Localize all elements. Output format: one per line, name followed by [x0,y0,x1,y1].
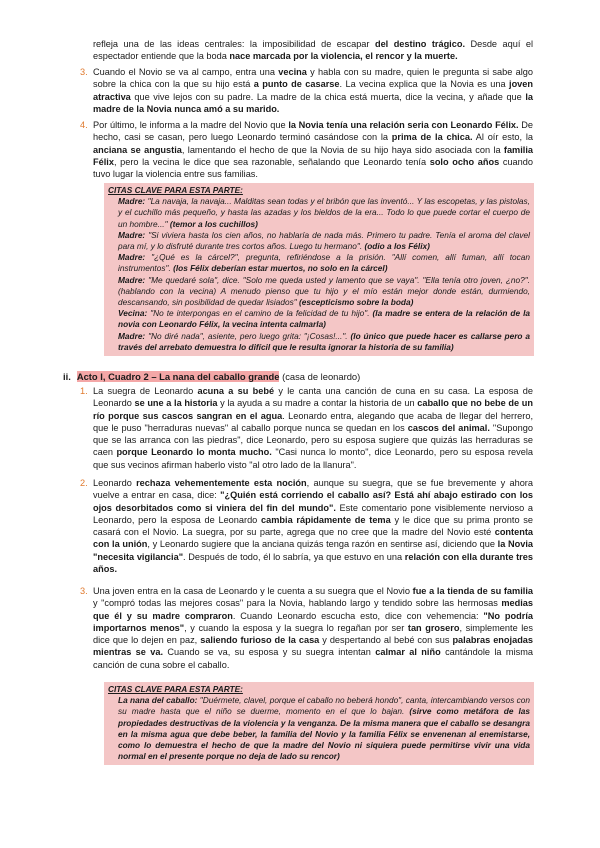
quote-item [108,230,530,252]
body-text: "¿Qué es la cárcel?", pregunta, refiriéndose a la prisión. "Allí comen, allí fuman, allí tocan instrumentos". [118,252,530,274]
emphasis-text: medias que él y su madre compraron [93,598,533,621]
emphasis-text: (odio a los Félix) [364,241,430,252]
body-text: . La vecina explica que la Novia es una [339,79,510,90]
emphasis-text: Madre: [118,196,146,207]
body-text: "Si viviera hasta los cien años, no hablaría de nada más. Primero tu padre. Tenía el aroma del clavel para mí, y lo disfruté durante tres cortos años. Luego tu hermano". [118,229,530,252]
quotes-heading: CITAS CLAVE PARA ESTA PARTE: [108,185,243,195]
body-text: Cuando el Novio se va al campo, entra una [93,67,279,77]
intro-text: refleja una de las ideas centrales: la imposibilidad de escapar [93,39,375,49]
emphasis-text: saliendo furioso de la casa [200,635,320,646]
list-number: 4. [80,120,88,130]
emphasis-text: (la madre se entera de la relación de la novia con Leonardo Félix, la vecina intenta calmarla) [118,308,530,330]
emphasis-text: rechaza vehementemente esta noción [136,478,307,488]
body-text: De hecho, casi se casan, pero luego Leonardo terminó casándose con la [93,120,533,143]
body-text: La suegra de Leonardo [93,386,198,396]
quote-item [108,196,530,230]
body-text: , y cuando la esposa y la suegra lo regañan por ser [184,622,408,633]
list-number: 2. [80,478,88,488]
emphasis-text: la Novia "necesita vigilancia" [93,539,534,562]
emphasis-text: fue a la tienda de su familia [412,586,533,596]
quote-item [108,695,530,762]
emphasis-text: (lo único que puede hacer es callarse pero a través del arrebato demuestra lo difícil que le resulta ignorar la historia de su familia) [118,330,531,352]
emphasis-text: acuna a su bebé [197,386,275,396]
list-number: 1. [80,386,88,396]
emphasis-text: tan grosero [407,622,460,633]
body-text: Al oír esto, la [472,132,534,143]
body-text: y la ayuda a su madre a contar la historia de un [217,398,418,409]
body-text: cantándole la misma canción de cuna sobre el caballo. [93,647,533,670]
list-item [80,385,533,471]
body-text: "Duérmete, clavel, porque el caballo no beberá hondo", canta, intercambiando versos con su madre hasta que el niño se duerme, momento en el que lo bajan. [118,695,530,717]
body-text: "Casi nunca lo monto", dice Leonardo, pero su esposa revela que sus vecinos afirman haberlo visto "al otro lado de la llanura". [93,447,533,470]
emphasis-text: (escepticismo sobre la boda) [299,297,414,308]
emphasis-text: La nana del caballo: [118,695,198,706]
emphasis-text: Madre: [118,274,146,285]
body-text: y despertando al bebé con sus [319,635,453,646]
key-quotes-box [104,183,534,356]
body-text: "No diré nada", asiente, pero luego grita: "¡Cosas!...". [145,330,351,341]
body-text: que vive lejos con su padre. La madre de la chica está muerta, dice la vecina, y añade que [130,91,526,102]
emphasis-text: anciana se angustia [93,144,182,155]
emphasis-text: la Novia tenía una relación seria con Leonardo Félix. [288,120,519,130]
quote-item [108,331,530,353]
body-text: Leonardo [93,478,137,488]
section-subtitle: (casa de leonardo) [279,371,361,382]
section-number: ii. [63,371,71,382]
body-text: , aunque su suegra, que se fue brevemente y ahora vuelve a entrar en casa, dice: [93,478,533,501]
quote-item [108,252,530,274]
emphasis-text: "No podría importarnos menos" [93,610,533,633]
body-text: , lamentando el hecho de que la Novia de su hijo haya sido asociada con la [181,144,504,155]
emphasis-text: cascos del animal. [407,422,490,433]
emphasis-text: a punto de casarse [253,79,340,90]
body-text: , simplemente les dice que lo dejen en paz, [93,622,534,646]
body-text: "Me quedaré sola", dice. "Solo me queda usted y lamento que se vaya". "Ella tenía otro joven, ¿no?". (hablando con la vecina) A menudo pienso que tu hijo y el mío están mejor donde están, durmiendo, descansando, sin posibilidad de quedar lisiados" [118,274,530,308]
section-title: Acto I, Cuadro 2 – La nana del caballo grande [76,371,280,382]
body-text: y habla con su madre, quien le pregunta si sabe algo sobre la chica con la que su hijo está [93,67,533,90]
quotes-heading: CITAS CLAVE PARA ESTA PARTE: [108,684,243,694]
emphasis-text: Vecina: [118,308,148,319]
body-text: . Cuando Leonardo escucha esto, dice con vehemencia: [232,610,484,621]
emphasis-text: familia Félix [93,144,533,167]
list-number: 3. [80,586,88,596]
emphasis-text: cambia rápidamente de tema [261,514,391,525]
body-text: Por último, le informa a la madre del Novio que [93,120,289,130]
list-item [80,477,534,575]
intro-emphasis: nace marcada por la violencia, el rencor y la muerte. [229,51,458,62]
body-text: cuando tuvo lugar la violencia entre sus familias. [93,156,533,180]
body-text: y "compró todas las mejores cosas" para la Novia, hablando largo y tendido sobre las hermosas [93,598,502,609]
emphasis-text: (sirve como metáfora de las propiedades destructivas de la violencia y la venganza. De la misma manera que el caballo se desangra en la misma agua que debe beber, la familia del Novio y la familia Félix se envenenan al enemistarse, como lo demuestra el hecho de que la madre del Novio ni siquiera puede permitirse vivir una vida normal en el presente porque no deja de lado su rencor) [118,706,531,762]
quote-item [108,308,530,330]
body-text: "Supongo que se las arranca con las piedras", dice Leonardo, pero su esposa sugiere que quizás las herraduras se caen [93,422,533,458]
body-text: y le dice que su prima pronto se casará con el Novio. La suegra, por su parte, agrega que no cree que la madre del Novio esté [93,514,533,538]
intro-emphasis: del destino trágico. [374,39,466,49]
emphasis-text: se une a la historia [134,398,218,409]
body-text: , y Leonardo sugiere que la anciana quizás tenga razón en sentirse así, diciendo que [147,539,498,550]
emphasis-text: contenta con la unión [93,527,533,550]
body-text: Una joven entra en la casa de Leonardo y le cuenta a su suegra que el Novio [93,586,413,596]
emphasis-text: (los Félix deberían estar muertos, no solo en la cárcel) [173,263,388,274]
list-item [80,585,534,671]
emphasis-text: solo ocho años [429,156,500,167]
body-text: , pero la vecina le dice que sea razonable, señalando que Leonardo tenía [113,156,430,167]
emphasis-text: relación con ella durante tres años. [93,551,533,575]
section-heading [63,371,360,383]
emphasis-text: prima de la chica. [391,132,473,143]
body-text: y le canta una canción de cuna en su casa. La esposa de Leonardo [93,386,533,409]
emphasis-text: Madre: [118,252,146,263]
emphasis-text: caballo que no bebe de un río porque sus cascos sangran en el agua [93,398,533,421]
emphasis-text: Madre: [118,229,146,240]
emphasis-text: palabras enojadas mientras se va. [93,635,534,658]
intro-paragraph [93,38,533,63]
emphasis-text: Madre: [118,330,146,341]
quote-item [108,275,530,309]
list-item [80,119,534,180]
emphasis-text: vecina [278,67,307,77]
body-text: Este comentario pone visiblemente nervioso a Leonardo, pero la esposa de Leonardo [93,502,533,525]
body-text: Cuando se va, su esposa y su suegra intentan [163,647,376,658]
body-text: "La navaja, la navaja... Malditas sean todas y el bribón que las inventó... Y las escopetas, y las pistolas, y el cuchillo más pequeño, y hasta las azadas y los bieldos de la era... Todo lo que puede cortar el cuerpo de un hombre..." [118,196,530,229]
emphasis-text: porque Leonardo lo monta mucho. [116,447,272,458]
emphasis-text: "¿Quién está corriendo el caballo así? Está ahí abajo estirado con los ojos desorbitados como si viniera del fin del mundo". [93,490,533,513]
emphasis-text: la madre de la Novia nunca amó a su marido. [93,91,533,114]
emphasis-text: joven atractiva [93,79,534,102]
body-text: . Después de todo, él lo sabría, ya que estuvo en una [183,551,405,562]
emphasis-text: (temor a los cuchillos) [169,218,258,229]
key-quotes-box [104,682,534,765]
body-text: "No te interpongas en el camino de la felicidad de tu hijo". [147,308,373,319]
list-item [80,66,534,115]
emphasis-text: calmar al niño [375,647,441,658]
intro-text: Desde aquí el espectador entiende que la boda [93,39,534,62]
body-text: . Leonardo entra, alegando que acaba de llegar del herrero, que le puso "herraduras nuevas" al caballo porque nunca se quedan en los [93,410,533,433]
list-number: 3. [80,67,88,77]
